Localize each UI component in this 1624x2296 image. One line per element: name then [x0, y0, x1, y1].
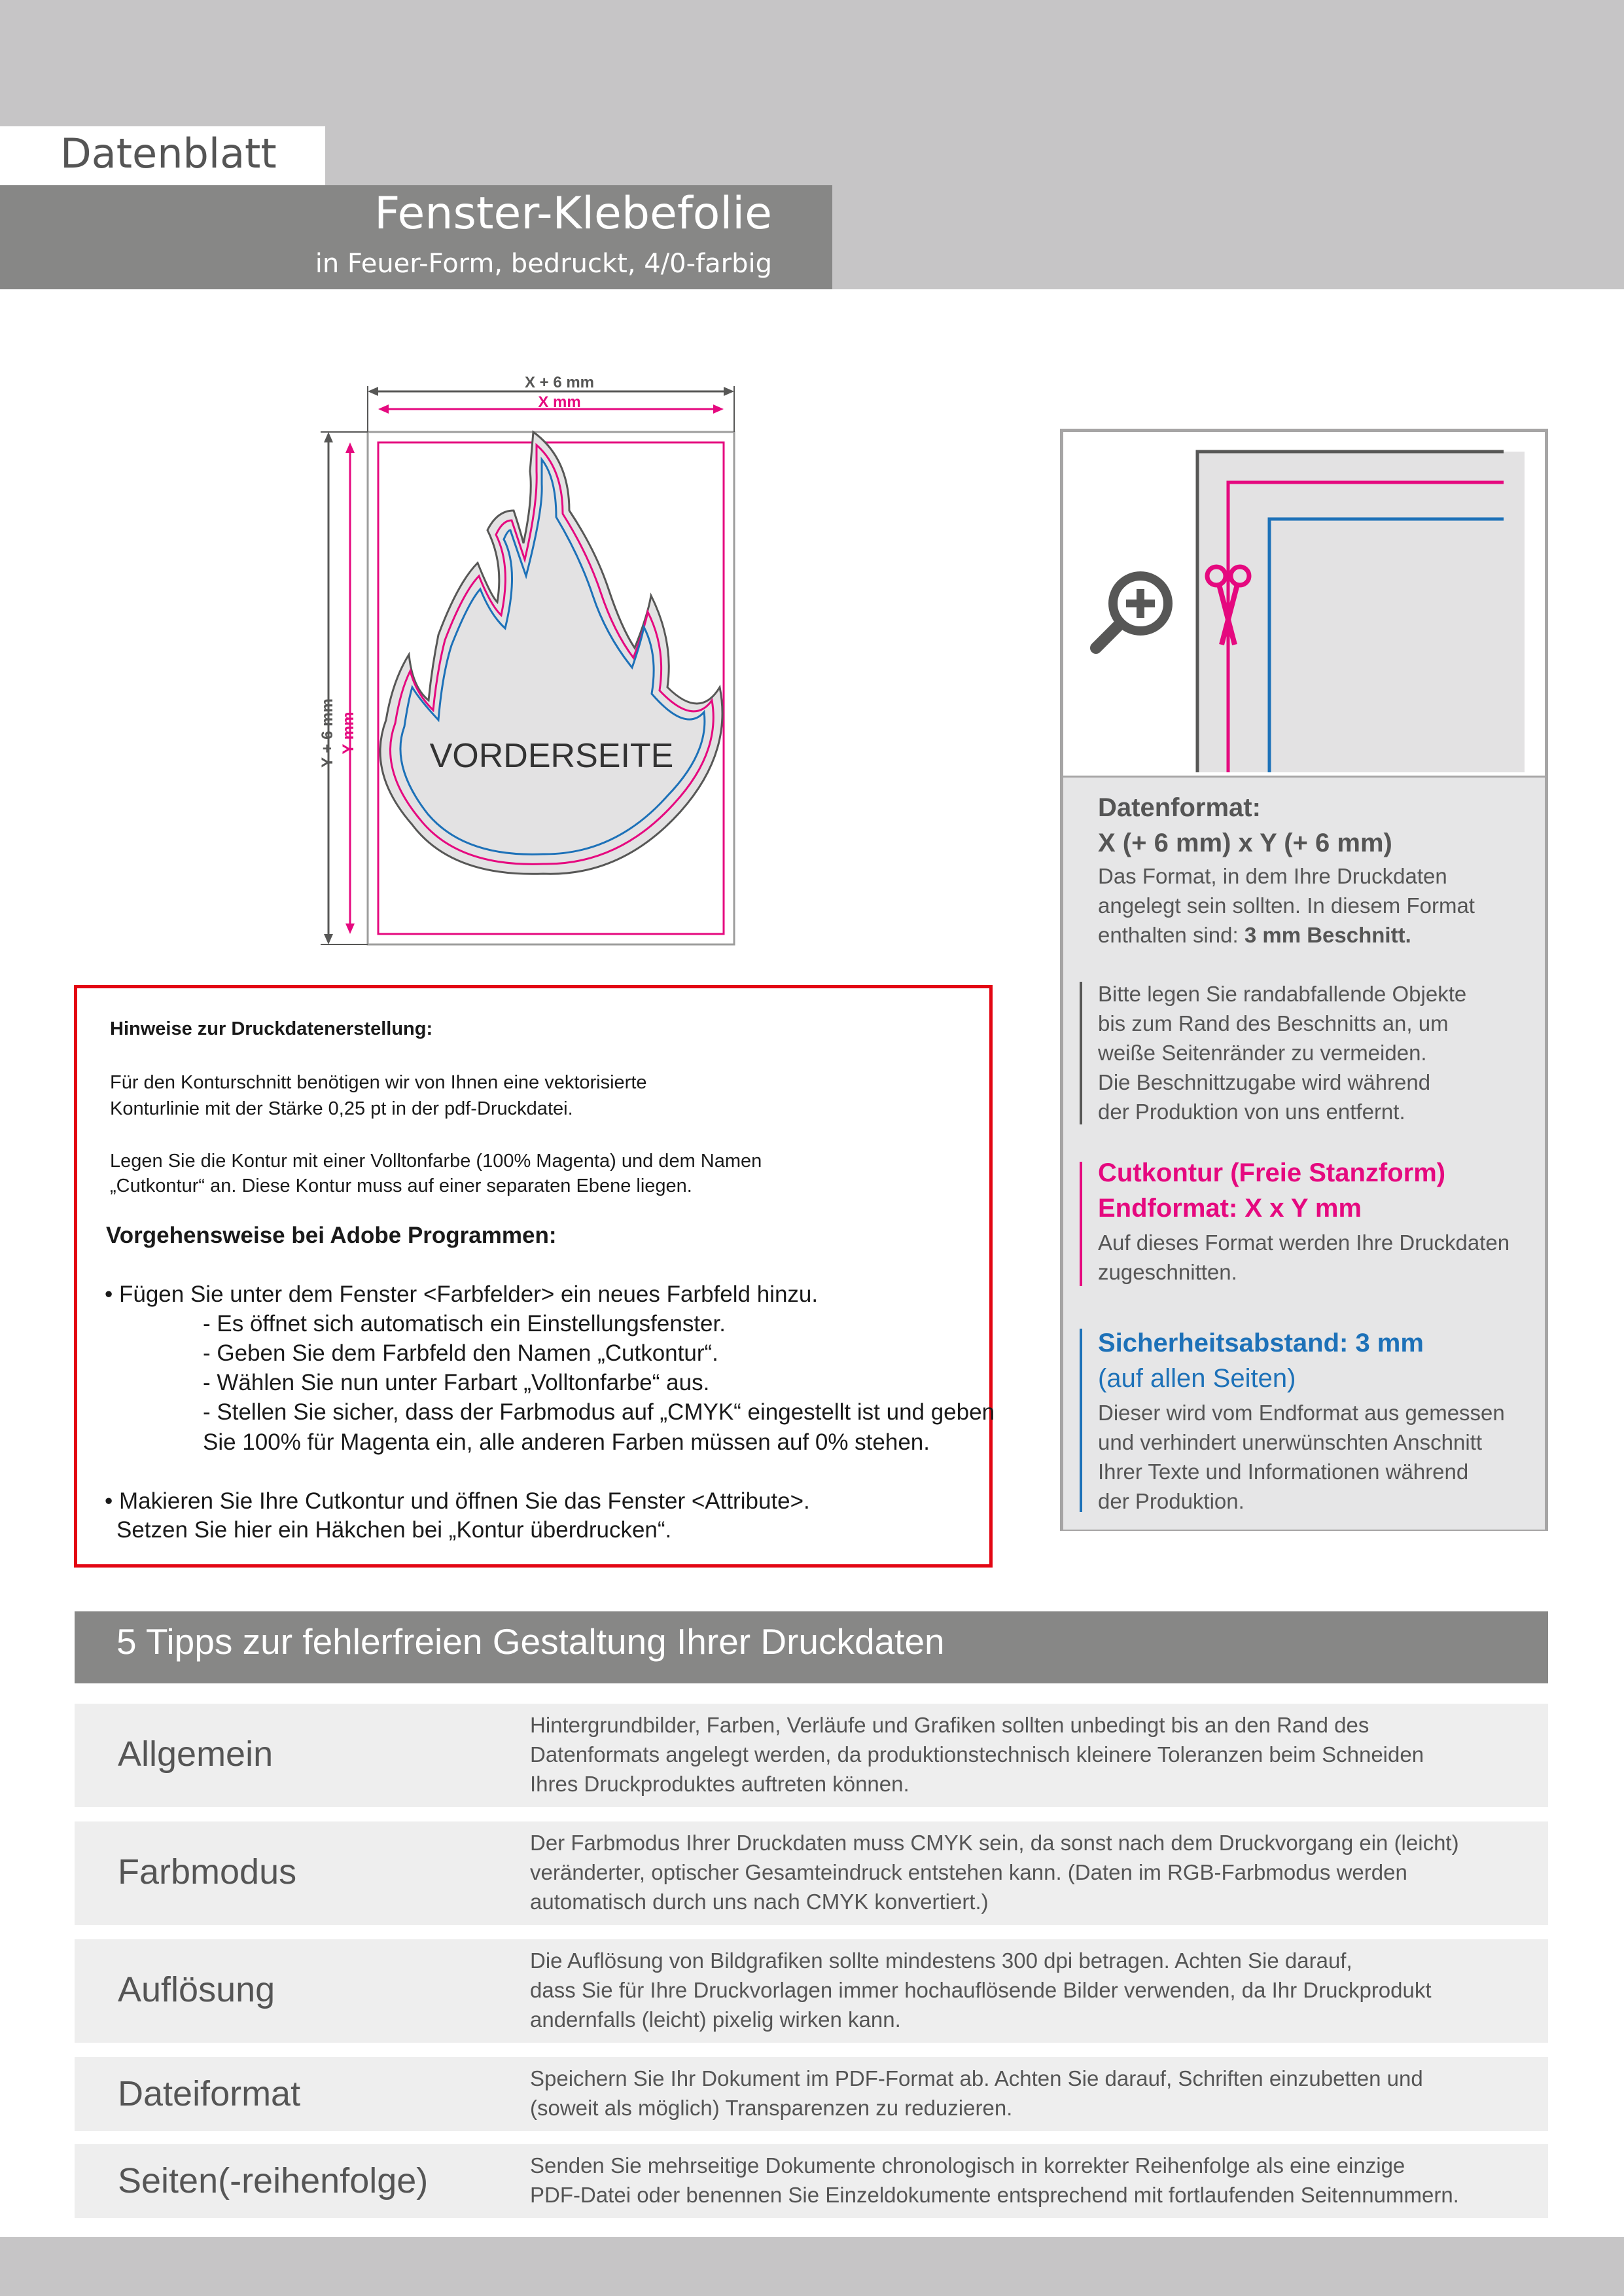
tip-text: Speichern Sie Ihr Dokument im PDF-Format ab. Achten Sie darauf, Schriften einzubetten und (soweit als möglich) Transparenzen zu reduzieren. [530, 2066, 1423, 2120]
height-inner-label: Y mm [340, 711, 357, 755]
tip-row-seitenreihenfolge [75, 2144, 1548, 2218]
width-inner-label: X mm [538, 393, 581, 411]
tip-label: Allgemein [118, 1734, 274, 1774]
tip-label: Farbmodus [118, 1852, 297, 1892]
adobe-step-1: - Es öffnet sich automatisch ein Einstellungsfenster. [203, 1311, 726, 1336]
datenformat-text-2: angelegt sein sollten. In diesem Format [1098, 893, 1475, 918]
safety-text-2: und verhindert unerwünschten Anschnitt [1098, 1430, 1483, 1454]
tip-row-allgemein [75, 1704, 1548, 1807]
bleed-text-5: der Produktion von uns entfernt. [1098, 1100, 1405, 1124]
adobe-step-2: - Geben Sie dem Farbfeld den Namen „Cutkontur“. [203, 1340, 718, 1366]
tip-row-dateiformat [75, 2057, 1548, 2131]
front-side-label: VORDERSEITE [429, 737, 674, 775]
product-subtitle: in Feuer-Form, bedruckt, 4/0-farbig [315, 249, 772, 279]
adobe-step-4: - Stellen Sie sicher, dass der Farbmodus auf „CMYK“ eingestellt ist und geben [203, 1399, 995, 1425]
adobe-bullet-1: • Fügen Sie unter dem Fenster <Farbfelder> ein neues Farbfeld hinzu. [105, 1282, 819, 1307]
datenformat-heading: Datenformat: [1098, 793, 1261, 822]
safety-text-3: Ihrer Texte und Informationen während [1098, 1460, 1469, 1484]
bleed-text-1: Bitte legen Sie randabfallende Objekte [1098, 982, 1467, 1006]
width-outer-label: X + 6 mm [524, 374, 595, 391]
bleed-text-3: weiße Seitenränder zu vermeiden. [1098, 1041, 1427, 1065]
adobe-step-5: Sie 100% für Magenta ein, alle anderen Farben müssen auf 0% stehen. [203, 1429, 930, 1455]
tip-row-farbmodus [75, 1821, 1548, 1925]
hints-p1-line1: Für den Konturschnitt benötigen wir von Ihnen eine vektorisierte [110, 1072, 647, 1093]
endformat-heading: Endformat: X x Y mm [1098, 1194, 1362, 1223]
flame-format-diagram [308, 367, 779, 956]
hints-p1-line2: Konturlinie mit der Stärke 0,25 pt in der pdf-Druckdatei. [110, 1098, 573, 1119]
adobe-bullet-2-line1: • Makieren Sie Ihre Cutkontur und öffnen Sie das Fenster <Attribute>. [105, 1488, 810, 1514]
adobe-step-3: - Wählen Sie nun unter Farbart „Volltonfarbe“ aus. [203, 1370, 710, 1395]
tip-label: Dateiformat [118, 2074, 301, 2113]
adobe-heading: Vorgehensweise bei Adobe Programmen: [106, 1223, 557, 1248]
bleed-marker-bar [1080, 982, 1082, 1124]
datenformat-text-3: enthalten sind: 3 mm Beschnitt. [1098, 923, 1411, 947]
tip-text: Hintergrundbilder, Farben, Verläufe und Grafiken sollten unbedingt bis an den Rand des Datenformats angelegt werden, da produktionstechnisch kleinere Toleranzen beim Schneiden Ihres Druckproduktes auftreten können. [530, 1713, 1424, 1796]
corner-detail-illustration [1063, 432, 1545, 776]
safety-marker-bar [1080, 1329, 1082, 1512]
zoom-plus-icon [1096, 576, 1168, 648]
cutkontur-text-2: zugeschnitten. [1098, 1260, 1237, 1284]
bleed-text-4: Die Beschnittzugabe wird während [1098, 1070, 1431, 1094]
product-title: Fenster-Klebefolie [374, 188, 772, 240]
tip-text: Senden Sie mehrseitige Dokumente chronologisch in korrekter Reihenfolge als eine einzige PDF-Datei oder benennen Sie Einzeldokumente entsprechend mit fortlaufenden Seitennummern. [530, 2153, 1459, 2207]
tip-row-aufloesung [75, 1939, 1548, 2043]
safety-text-1: Dieser wird vom Endformat aus gemessen [1098, 1401, 1505, 1425]
safety-text-4: der Produktion. [1098, 1489, 1244, 1513]
bleed-text-2: bis zum Rand des Beschnitts an, um [1098, 1011, 1449, 1035]
tips-title: 5 Tipps zur fehlerfreien Gestaltung Ihrer Druckdaten [116, 1621, 945, 1662]
datenformat-size: X (+ 6 mm) x Y (+ 6 mm) [1098, 829, 1392, 857]
datenformat-text-1: Das Format, in dem Ihre Druckdaten [1098, 864, 1447, 888]
tip-text: Der Farbmodus Ihrer Druckdaten muss CMYK sein, da sonst nach dem Druckvorgang ein (leicht) veränderter, optischer Gesamteindruck entstehen kann. (Daten im RGB-Farbmodus werden automatisch durch uns nach CMYK konvertiert.) [530, 1831, 1459, 1914]
hints-p2-line2: „Cutkontur“ an. Diese Kontur muss auf einer separaten Ebene liegen. [110, 1175, 692, 1196]
datenblatt-label: Datenblatt [60, 130, 277, 177]
hints-p2-line1: Legen Sie die Kontur mit einer Volltonfarbe (100% Magenta) und dem Namen [110, 1151, 762, 1172]
tip-label: Seiten(-reihenfolge) [118, 2161, 429, 2200]
cutkontur-heading: Cutkontur (Freie Stanzform) [1098, 1158, 1446, 1187]
height-outer-label: Y + 6 mm [319, 698, 336, 768]
tip-text: Die Auflösung von Bildgrafiken sollte mindestens 300 dpi betragen. Achten Sie darauf, dass Sie für Ihre Druckvorlagen immer hochauflösende Bilder verwenden, da Ihr Druckprodukt andernfalls (leicht) pixelig wirken kann. [530, 1948, 1432, 2032]
safety-subheading: (auf allen Seiten) [1098, 1364, 1296, 1393]
adobe-bullet-2-line2: Setzen Sie hier ein Häkchen bei „Kontur überdrucken“. [116, 1517, 672, 1543]
cut-marker-bar [1080, 1162, 1082, 1286]
hints-heading: Hinweise zur Druckdatenerstellung: [110, 1018, 433, 1039]
footer-band [0, 2237, 1624, 2296]
tip-label: Auflösung [118, 1970, 275, 2009]
cutkontur-text-1: Auf dieses Format werden Ihre Druckdaten [1098, 1230, 1510, 1255]
safety-heading: Sicherheitsabstand: 3 mm [1098, 1329, 1424, 1357]
